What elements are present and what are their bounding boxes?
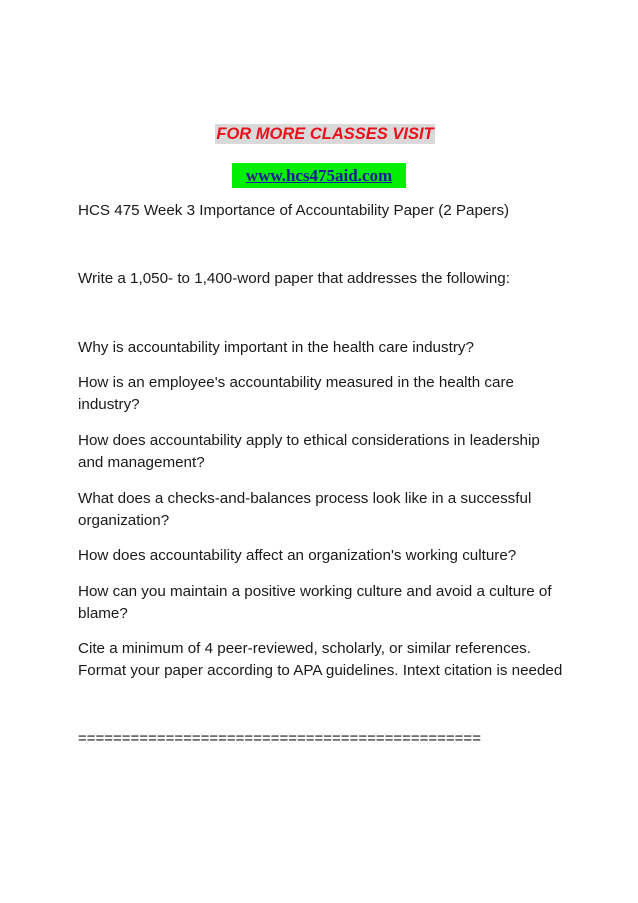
separator-line: ============================================== [78,730,481,747]
promo-heading [6,124,638,144]
closing-instructions: Cite a minimum of 4 peer-reviewed, scholarly, or similar references. Format your paper according to APA guidelines. Intext citation is needed [78,640,563,679]
site-link[interactable]: www.hcs475aid.com [245,166,393,185]
instruction-text: Write a 1,050- to 1,400-word paper that addresses the following: [78,270,510,287]
question-5: How does accountability affect an organization's working culture? [78,547,517,564]
question-3: How does accountability apply to ethical considerations in leadership and management? [78,432,540,471]
question-4: What does a checks-and-balances process look like in a successful organization? [78,490,532,529]
question-2: How is an employee's accountability measured in the health care industry? [78,374,514,413]
question-6: How can you maintain a positive working culture and avoid a culture of blame? [78,583,552,622]
question-1: Why is accountability important in the health care industry? [78,339,474,356]
document-title: HCS 475 Week 3 Importance of Accountability Paper (2 Papers) [78,202,510,219]
site-link-highlight [232,163,406,188]
promo-text: FOR MORE CLASSES VISIT [216,125,434,143]
